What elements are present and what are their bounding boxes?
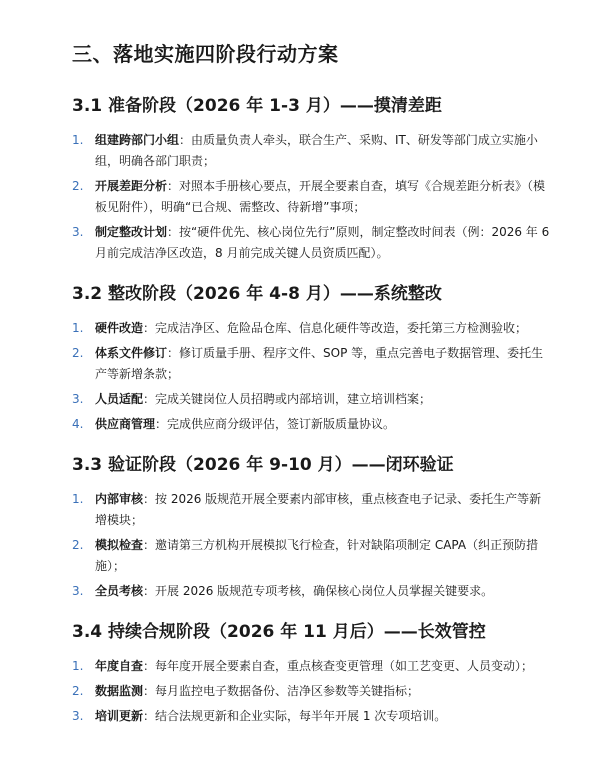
list-item-term: 体系文件修订 <box>95 346 168 360</box>
list-item <box>72 706 553 727</box>
list-item-text: ：按“硬件优先、核心岗位先行”原则，制定整改时间表（例：2026 年 6 月前完成洁净区改造，8 月前完成关键人员资质匹配）。 <box>95 225 550 260</box>
list-item-text: ：完成供应商分级评估，签订新版质量协议。 <box>155 417 396 431</box>
list-item-text: ：完成洁净区、危险品仓库、信息化硬件等改造，委托第三方检测验收； <box>143 321 528 335</box>
list-item <box>72 130 553 172</box>
section-2 <box>72 282 553 435</box>
list-item-text: ：每年度开展全要素自查，重点核查变更管理（如工艺变更、人员变动）； <box>143 659 534 673</box>
list-item <box>72 414 553 435</box>
list-item-term: 人员适配 <box>95 392 144 406</box>
list-item <box>72 389 553 410</box>
list-item <box>72 581 553 602</box>
list-item-term: 年度自查 <box>95 659 144 673</box>
list-item-term: 供应商管理 <box>95 417 156 431</box>
list-item-term: 制定整改计划 <box>95 225 168 239</box>
list-item-term: 模拟检查 <box>95 538 144 552</box>
numbered-list <box>72 318 553 435</box>
page-title: 三、落地实施四阶段行动方案 <box>72 42 339 66</box>
list-item <box>72 656 553 677</box>
list-item-number: 1. <box>72 321 84 335</box>
list-item-text: ：对照本手册核心要点，开展全要素自查，填写《合规差距分析表》（模板见附件），明确“已合规、需整改、待新增”事项； <box>95 179 546 214</box>
section-1 <box>72 94 553 264</box>
section-title: 3.2 整改阶段（2026 年 4-8 月）——系统整改 <box>72 284 442 304</box>
list-item <box>72 343 553 385</box>
numbered-list <box>72 489 553 602</box>
list-item-number: 2. <box>72 346 84 360</box>
list-item-text: ：按 2026 版规范开展全要素内部审核，重点核查电子记录、委托生产等新增模块； <box>95 492 542 527</box>
list-item-text: ：修订质量手册、程序文件、SOP 等，重点完善电子数据管理、委托生产等新增条款； <box>95 346 544 381</box>
numbered-list <box>72 656 553 727</box>
list-item-number: 2. <box>72 179 84 193</box>
list-item-number: 1. <box>72 133 84 147</box>
list-item-text: ：由质量负责人牵头，联合生产、采购、IT、研发等部门成立实施小组，明确各部门职责； <box>95 133 538 168</box>
list-item-term: 组建跨部门小组 <box>95 133 180 147</box>
list-item <box>72 489 553 531</box>
list-item-number: 3. <box>72 709 84 723</box>
list-item-number: 3. <box>72 392 84 406</box>
list-item-number: 1. <box>72 492 84 506</box>
list-item <box>72 535 553 577</box>
section-3 <box>72 453 553 602</box>
list-item-text: ：结合法规更新和企业实际，每半年开展 1 次专项培训。 <box>143 709 447 723</box>
list-item-term: 全员考核 <box>95 584 144 598</box>
list-item-number: 2. <box>72 538 84 552</box>
list-item-text: ：邀请第三方机构开展模拟飞行检查，针对缺陷项制定 CAPA（纠正预防措施）； <box>95 538 539 573</box>
list-item-text: ：开展 2026 版规范专项考核，确保核心岗位人员掌握关键要求。 <box>143 584 494 598</box>
list-item-text: ：完成关键岗位人员招聘或内部培训，建立培训档案； <box>143 392 432 406</box>
list-item-text: ：每月监控电子数据备份、洁净区参数等关键指标； <box>143 684 420 698</box>
list-item <box>72 681 553 702</box>
list-item-number: 3. <box>72 584 84 598</box>
list-item-number: 3. <box>72 225 84 239</box>
list-item-term: 数据监测 <box>95 684 144 698</box>
list-item-term: 硬件改造 <box>95 321 144 335</box>
list-item-term: 开展差距分析 <box>95 179 168 193</box>
list-item-number: 2. <box>72 684 84 698</box>
section-4 <box>72 620 553 727</box>
sections-container <box>72 94 553 727</box>
list-item-number: 4. <box>72 417 84 431</box>
section-title: 3.4 持续合规阶段（2026 年 11 月后）——长效管控 <box>72 622 486 642</box>
list-item-number: 1. <box>72 659 84 673</box>
list-item-term: 内部审核 <box>95 492 144 506</box>
list-item <box>72 222 553 264</box>
list-item <box>72 318 553 339</box>
list-item <box>72 176 553 218</box>
numbered-list <box>72 130 553 264</box>
list-item-term: 培训更新 <box>95 709 144 723</box>
section-title: 3.1 准备阶段（2026 年 1-3 月）——摸清差距 <box>72 96 442 116</box>
section-title: 3.3 验证阶段（2026 年 9-10 月）——闭环验证 <box>72 455 454 475</box>
